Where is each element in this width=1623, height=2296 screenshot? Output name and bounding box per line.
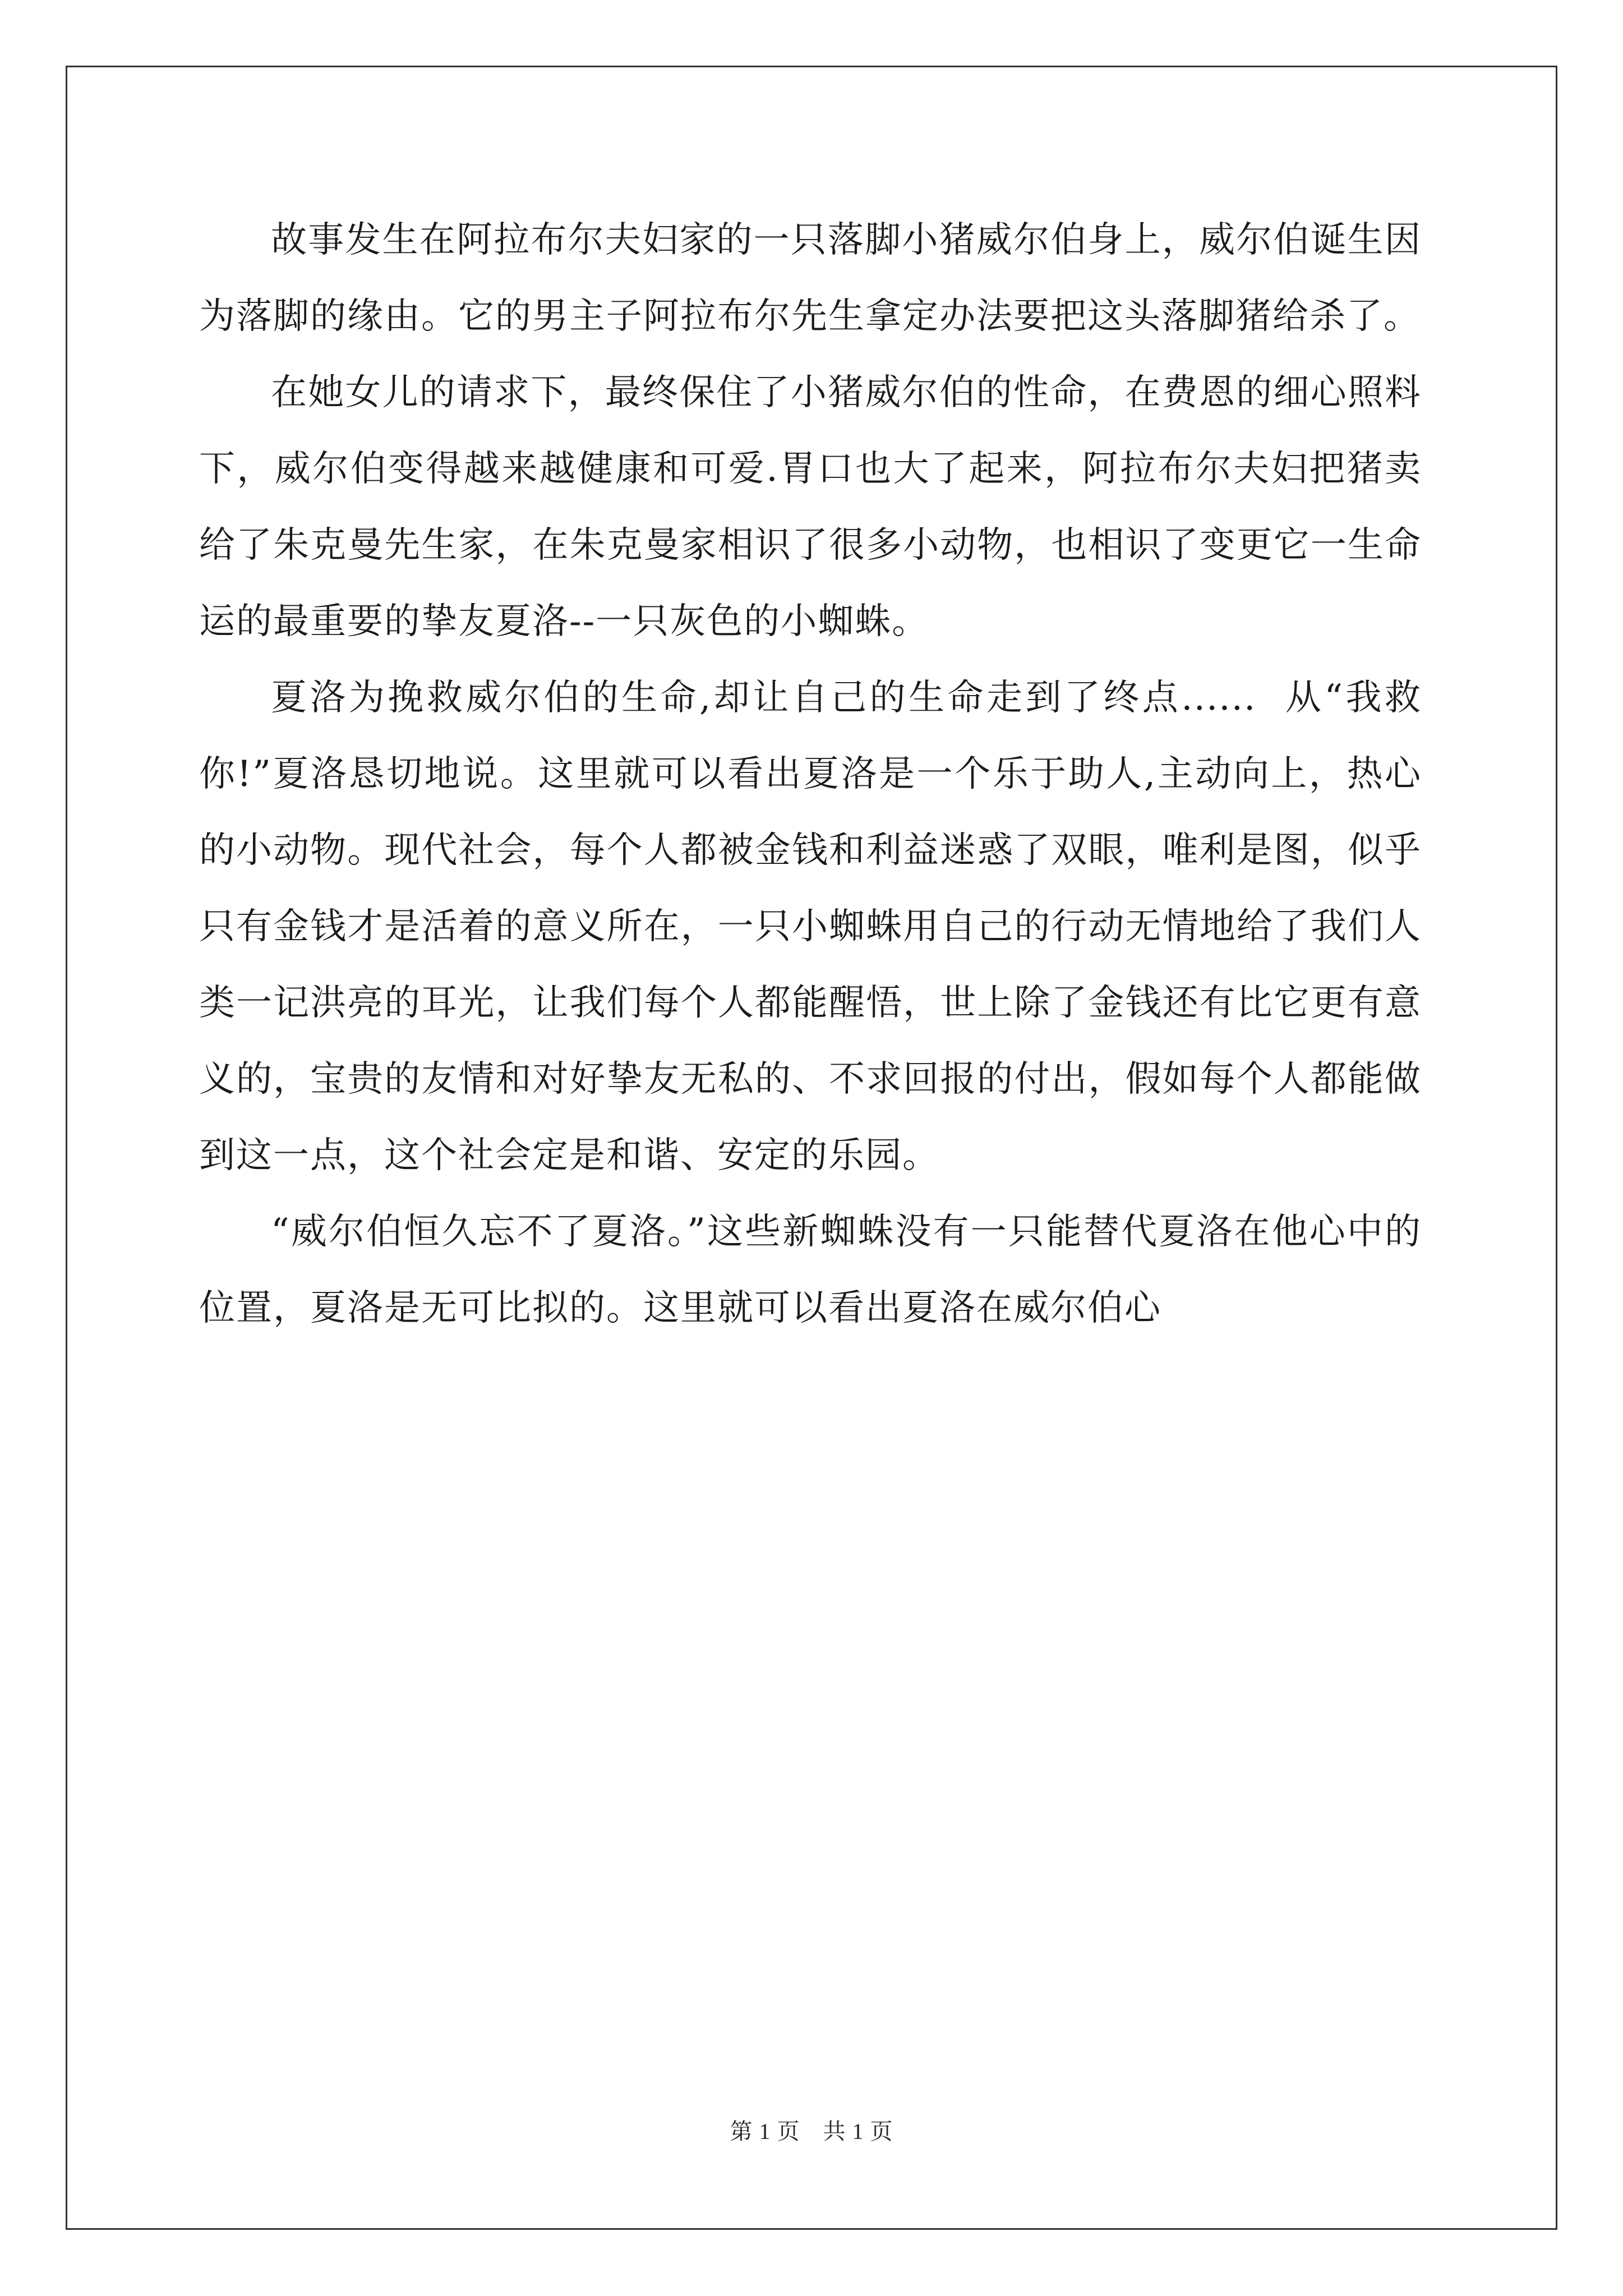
paragraph-4: “威尔伯恒久忘不了夏洛。”这些新蜘蛛没有一只能替代夏洛在他心中的位置，夏洛是无可比拟的。这里就可以看出夏洛在威尔伯心 [199, 1211, 1422, 1329]
paragraph-2: 在她女儿的请求下，最终保住了小猪威尔伯的性命，在费恩的细心照料下，威尔伯变得越来越健康和可爱.胃口也大了起来，阿拉布尔夫妇把猪卖给了朱克曼先生家，在朱克曼家相识了很多小动物，也相识了变更它一生命运的最重要的挚友夏洛--一只灰色的小蜘蛛。 [199, 372, 1422, 642]
page-footer: 第 1 页 共 1 页 [730, 2119, 893, 2144]
document-body [199, 202, 1422, 1346]
paragraph-3: 夏洛为挽救威尔伯的生命,却让自己的生命走到了终点...... 从“我救你!”夏洛恳切地说。这里就可以看出夏洛是一个乐于助人,主动向上，热心的小动物。现代社会，每个人都被金钱和利益迷惑了双眼，唯利是图，似乎只有金钱才是活着的意义所在，一只小蜘蛛用自己的行动无情地给了我们人类一记洪亮的耳光，让我们每个人都能醒悟，世上除了金钱还有比它更有意义的，宝贵的友情和对好挚友无私的、不求回报的付出，假如每个人都能做到这一点，这个社会定是和谐、安定的乐园。 [199, 677, 1422, 1176]
paragraph-1: 故事发生在阿拉布尔夫妇家的一只落脚小猪威尔伯身上，威尔伯诞生因为落脚的缘由。它的男主子阿拉布尔先生拿定办法要把这头落脚猪给杀了。 [199, 219, 1422, 337]
